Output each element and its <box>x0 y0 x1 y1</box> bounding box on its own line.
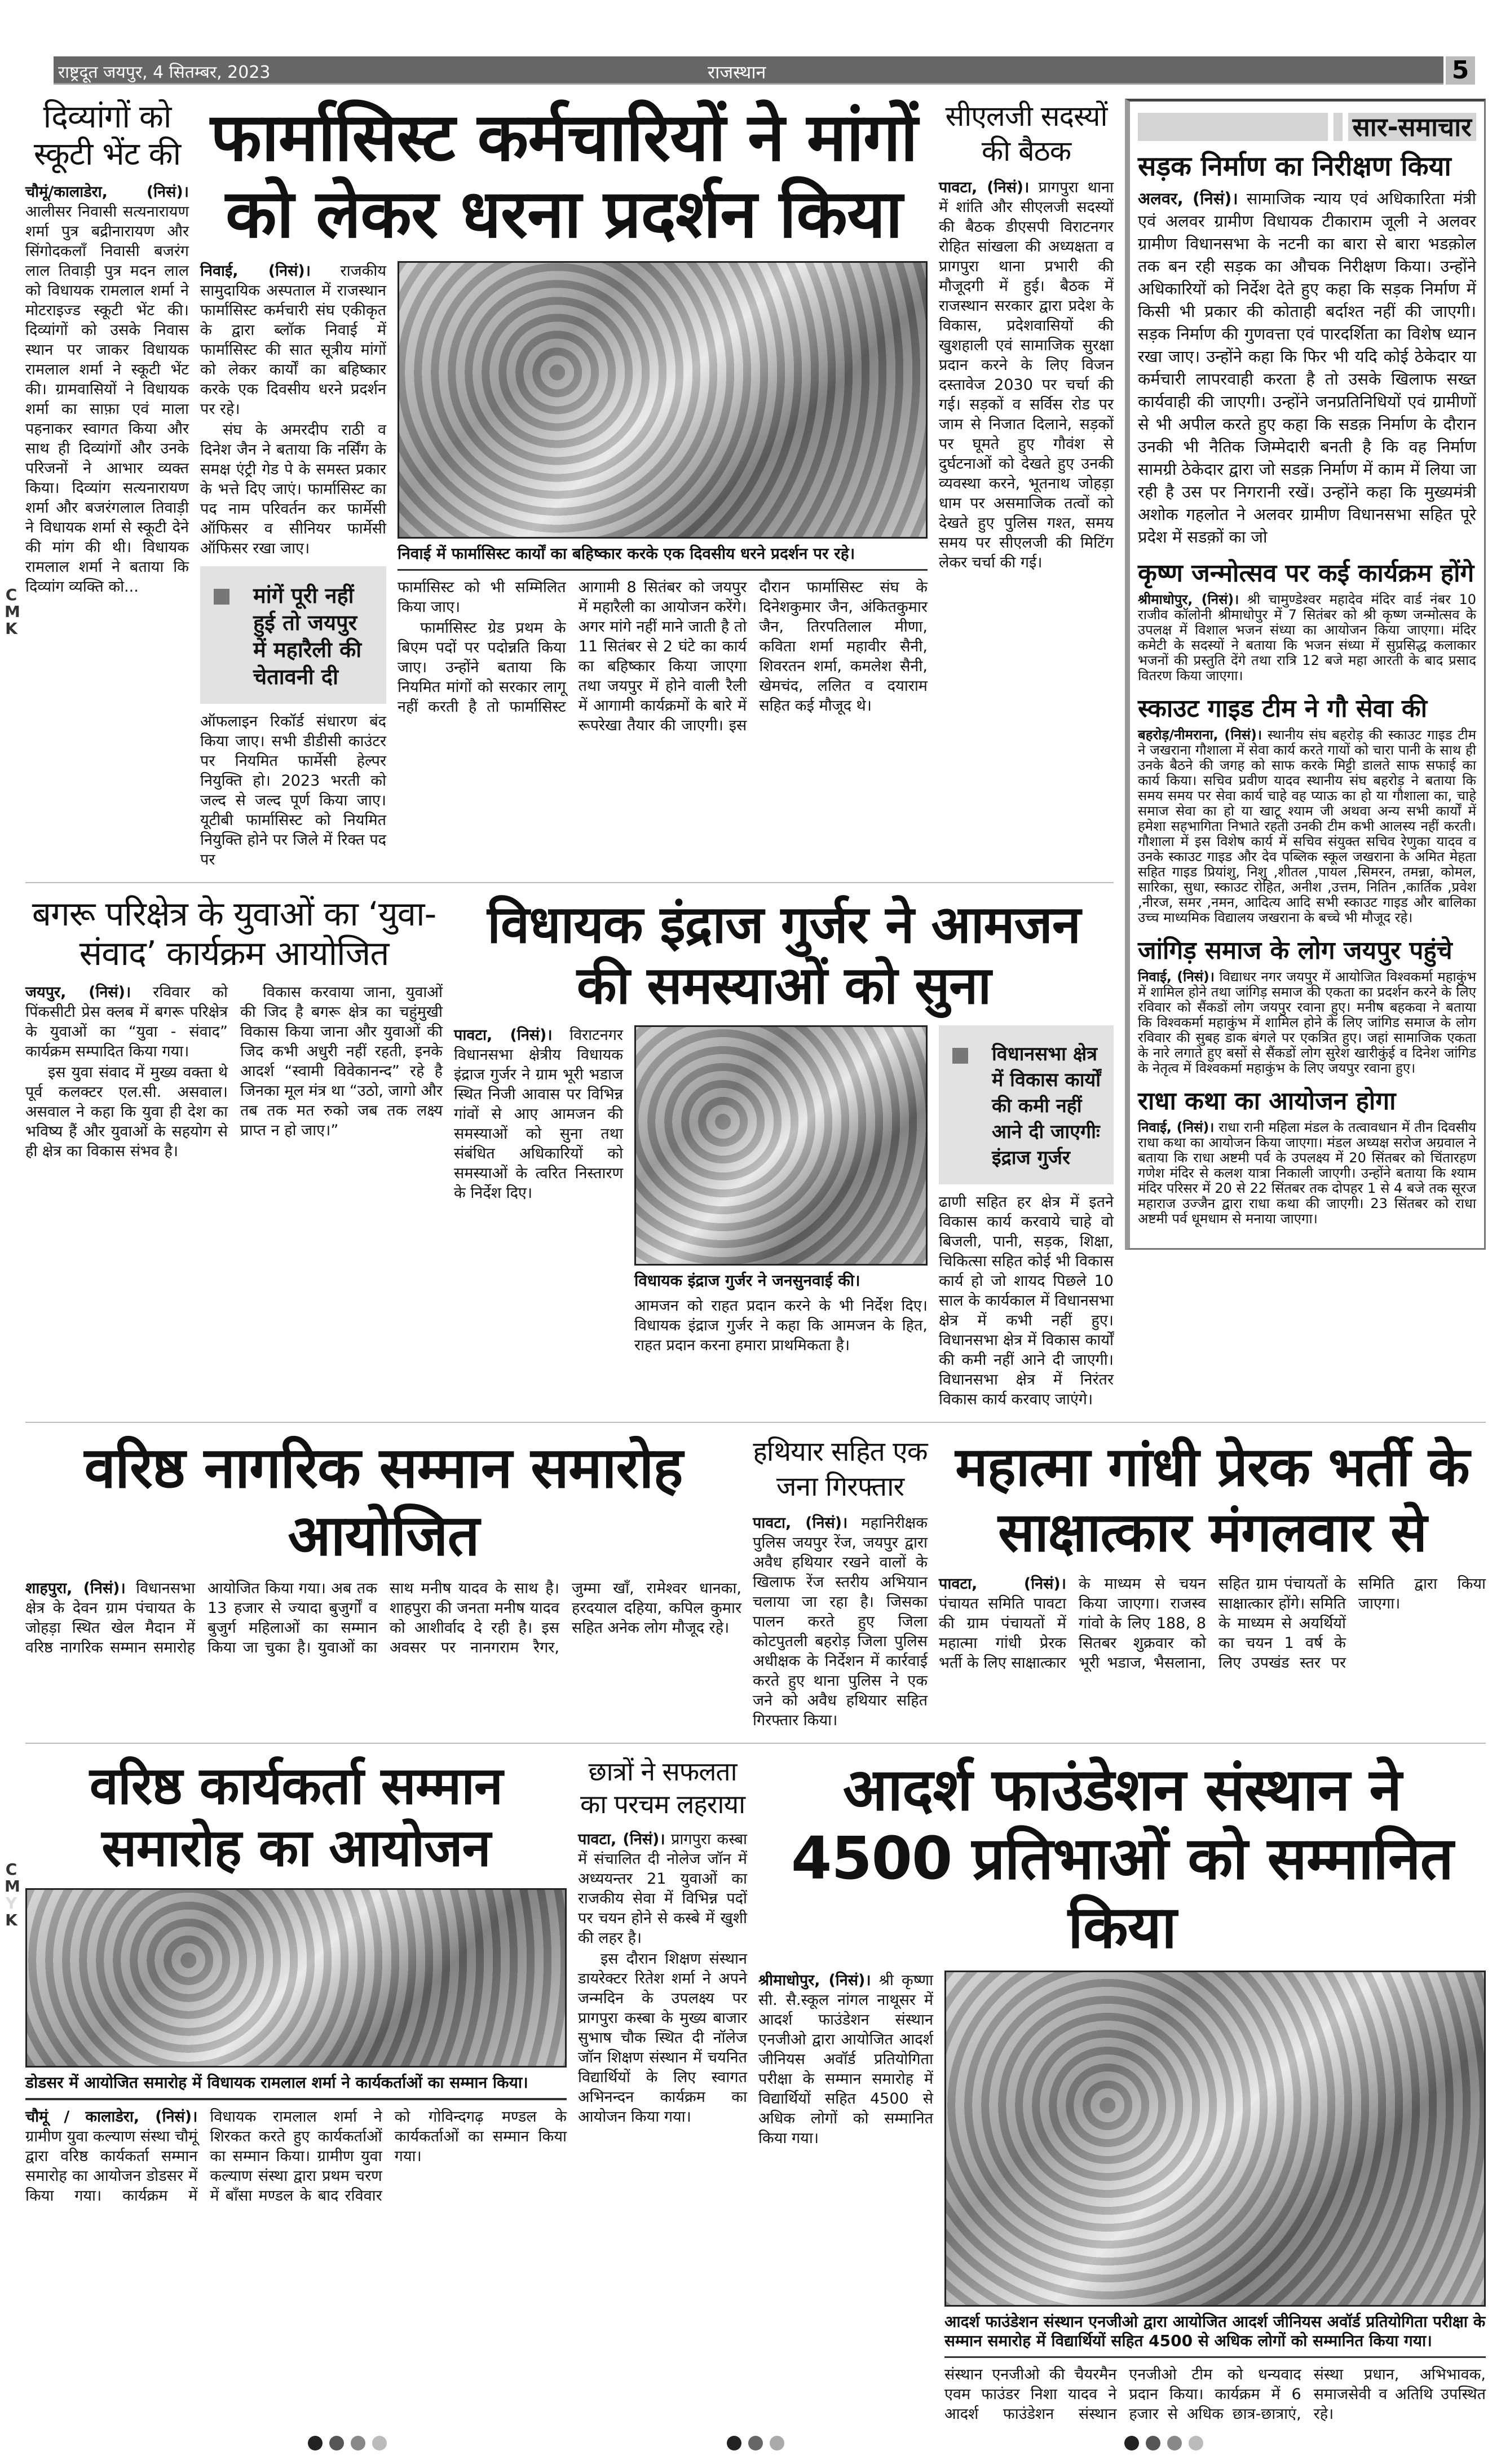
page-number: 5 <box>1446 56 1475 85</box>
dot-group <box>304 2436 390 2453</box>
brief-item <box>1138 558 1476 684</box>
tag-bar <box>1334 113 1343 141</box>
middle-block <box>25 1434 1486 1744</box>
registration-marks-left-lower <box>5 1861 18 1929</box>
brief-item <box>1138 936 1476 1076</box>
article-senior-citizen <box>25 1579 741 1658</box>
dateline: पावटा, (निसं)। <box>753 1514 848 1532</box>
article-prerak-block <box>939 1434 1486 1673</box>
article-text: फार्मासिस्ट को भी सम्मिलित किया जाए। <box>398 579 566 616</box>
headline-clg: सीएलजी सदस्यों की बैठक <box>945 100 1107 168</box>
article-pharmacist-lead <box>200 261 386 558</box>
article-adarsh-block <box>758 1755 1486 2425</box>
article-divyang <box>25 182 189 597</box>
dateline: निवाई, (निसं)। <box>200 262 311 280</box>
brief-text: श्री चामुण्डेश्वर महादेव मंदिर वार्ड नंबर 10 राजीव कॉलोनी श्रीमाधोपुर में 7 सितंबर को श्री कृष्ण जन्मोत्सव के उपलक्ष में विशाल भजन संध्या का आयोजन किया जाएगा। मंदिर कमेटी के सदस्यों ने बताया कि भजन संध्या में सुप्रसिद्ध कलाकार भजनों की प्रस्तुति देंगे तथा रात्रि 12 बजे महा आरती के बाद प्रसाद वितरण किया जाएगा। <box>1138 592 1476 684</box>
dateline: पावटा, (निसं)। <box>939 1575 1066 1593</box>
registration-marks-left <box>5 587 18 637</box>
dateline: शाहपुरा, (निसं)। <box>25 1580 126 1597</box>
article-pharmacist-block <box>200 99 928 871</box>
article-arrest-block <box>753 1434 928 1731</box>
article-text: विधानसभा क्षेत्र के देवन ग्राम पंचायत के जोहड़ा स्थित खेल मैदान में वरिष्ठ नागरिक सम्मान समारोह आयोजित किया गया। अब तक 13 हजार से ज्यादा बुजुर्गों व बुजुर्ग महिलाओं का सम्मान किया जा चुका है। युवाओं का साथ मनीष यादव के साथ है। शाहपुरा की जनता मनीष यादव को आशीर्वाद दे रही है। इस अवसर पर नानगराम रैगर, जुम्मा खाँ, रामेश्वर धानका, हरदयाल दहिया, कपिल कुमार सहित अनेक लोग मौजूद रहे। <box>25 1580 741 1656</box>
article-text: प्रागपुरा कस्बा में संचालित दी नोलेज जॉन में अध्ययन्तर 21 युवाओं का राजकीय सेवा में विभिन्न पदों पर चयन होने से कस्बे में खुशी की लहर है। <box>578 1831 747 1947</box>
caption-adarsh: आदर्श फाउंडेशन संस्थान एनजीओ द्वारा आयोजित आदर्श जीनियस अवॉर्ड प्रतियोगिता परीक्षा के सम्मान समारोह में विद्यार्थियों सहित 4500 से अधिक लोगों को सम्मानित किया गया। <box>944 2312 1486 2350</box>
headline-bagru: बगरू परिक्षेत्र के युवाओं का ‘युवा-संवाद’ कार्यक्रम आयोजित <box>32 894 436 973</box>
article-indraj-lead <box>454 1025 623 1204</box>
pharmacist-layout <box>200 261 928 871</box>
brief-text: विद्याधर नगर जयपुर में आयोजित विश्वकर्मा महाकुंभ में शामिल होने तथा जांगिड़ समाज की एकता का प्रदर्शन करने के लिए रविवार को सैंकडों लोग जयपुर रवाना हुए। मनीष बहकवा ने बताया कि विश्वकर्मा महाकुंभ में शामिल होने के लिए जांगिड समाज के लोग रविवार की सुबह डाक बंगले पर एकत्रित हुए। जहां सामाजिक एकता के नारे लगाते हुए बसों से सैंकडों लोग सुरेश खारीकुंई व दिनेश जांगिड के नेतृत्व में विश्वकर्मा महाकुंभ के लिए जयपुर रवाना हुए। <box>1138 969 1476 1076</box>
article-text: संस्थान एनजीओ की चैयरमैन एवम फाउंडर निशा यादव ने आदर्श फाउंडेशन संस्थान एनजीओ टीम को धन्यवाद प्रदान किया। कार्यक्रम में 6 हजार से अधिक छात्र-छात्राएं, संस्था प्रधान, अभिभावक, समाजसेवी व अतिथि उपस्थित रहे। <box>944 2366 1486 2423</box>
brief-item <box>1138 694 1476 925</box>
article-text: राजकीय सामुदायिक अस्पताल में राजस्थान फार्मासिस्ट कर्मचारी संघ एकीकृत के द्वारा ब्लॉक निवाई में फार्मासिस्ट की सात सूत्रीय मांगों को लेकर कार्यों का बहिष्कार करके एक दिवसीय धरने प्रदर्शन पर रहे। <box>200 262 386 418</box>
newspaper-page <box>25 0 1486 2464</box>
pullquote-pharmacist <box>200 566 386 704</box>
divider <box>398 569 928 571</box>
article-text: ऑफलाइन रिकॉर्ड संधारण बंद किया जाए। सभी डीडीसी काउंटर पर नियमित फार्मेसी हेल्पर नियुक्ति हो। 2023 भरती को जल्द से जल्द पूर्ण किया जाए। यूटीबी फार्मासिस्ट को नियमित नियुक्ति होने पर जिले में रिक्त पद पर <box>200 713 386 869</box>
photo-karyakarta-samman <box>25 1888 567 2068</box>
article-text: विकास करवाया जाना, युवाओं की जिद है बगरू क्षेत्र का चहुंमुखी विकास किया जाना और युवाओं की जिद कभी अधुरी नहीं रहती, इनके आदर्श “स्वामी विवेकानन्द” रहे है जिनका मूल मंत्र था “उठो, जागो और तब तक मत रुको जब तक लक्ष्य प्राप्त न हो जाए।” <box>240 984 443 1139</box>
square-bullet-icon <box>214 589 229 605</box>
divider <box>944 2356 1486 2358</box>
section-name: राजस्थान <box>708 61 766 83</box>
mark-k: K <box>5 619 17 638</box>
article-pharmacist-columns <box>398 578 928 735</box>
article-bagru-block <box>25 894 443 1161</box>
article-students-block <box>578 1755 747 2128</box>
article-adarsh-columns <box>944 2365 1486 2425</box>
mark-c: C <box>5 585 17 604</box>
pharmacist-right-column <box>398 261 928 735</box>
brief-headline: स्काउट गाइड टीम ने गौ सेवा की <box>1138 694 1428 723</box>
brief-text: राधा रानी महिला मंडल के तत्वावधान में तीन दिवसीय राधा कथा का आयोजन किया जाएगा। मंडल अध्यक्ष सरोज अग्रवाल ने बताया कि राधा अष्टमी पर्व के उपलक्ष्य में 20 सिंतबर को चिंतारहण गणेश मंदिर से कलश यात्रा निकाली जाएगी। उन्होंने बताया कि श्याम मंदिर परिसर में 20 से 22 सिंतबर तक दोपहर 1 से 4 बजे तक सूरज महाराज उज्जैन द्वारा राधा कथा की जाएगी। 23 सिंतबर को राधा अष्टमी पर्व धूमधाम से मनाया जाएगा। <box>1138 1119 1476 1227</box>
indraj-photo-column <box>634 1025 928 1356</box>
headline-divyang: दिव्यांगों को स्कूटी भेंट की <box>33 99 181 173</box>
mark-m: M <box>5 1877 20 1896</box>
pullquote-text: विधानसभा क्षेत्र में विकास कार्यों की कमी नहीं आने दी जाएगीः इंद्राज गुर्जर <box>992 1043 1101 1169</box>
article-karyakarta <box>25 2107 567 2206</box>
dateline: निवाई, (निसं)। <box>1138 1119 1215 1135</box>
dot-group <box>1121 2436 1207 2453</box>
headline-indraj: विधायक इंद्राज गुर्जर ने आमजन की समस्याओं को सुना <box>487 894 1080 1016</box>
brief-text: सामाजिक न्याय एवं अधिकारिता मंत्री एवं अलवर ग्रामीण विधायक टीकाराम जूली ने अलवर ग्रामीण विधानसभा के नटनी का बारा से बारा भडक़ोल तक बन रही सड़क का औचक निरीक्षण किया। उन्होंने अधिकारियों को निर्देश देते हुए कहा कि सड़क निर्माण में किसी भी प्रकार की कोताही बर्दाश्त नहीं की जाएगी। सड़क निर्माण की गुणवत्ता एवं पारदर्शिता का विशेष ध्यान रखा जाए। उन्होंने कहा कि फिर भी यदि कोई ठेकेदार या कर्मचारी लापरवाही करता है तो उसके खिलाफ सख्त कार्यवाही की जाएगी। उन्होंने जनप्रतिनिधियों एवं ग्रामीणों से भी अपील करते हुए कहा कि सडक़ निर्माण के दौरान उनकी भी नैतिक जिम्मेदारी बनती है कि वह निर्माण सामग्री ठेकेदार द्वारा जो सडक़ निर्माण में काम में लिया जा रही है उस पर निगरानी रखें। उन्होंने कहा कि मुख्यमंत्री अशोक गहलोत ने अलवर ग्रामीण विधानसभा सहित पूरे प्रदेश में सडक़ों का जो <box>1138 189 1477 546</box>
caption-pharmacist: निवाई में फार्मासिस्ट कार्यों का बहिष्कार करके एक दिवसीय धरने प्रदर्शन पर रहे। <box>398 544 855 563</box>
article-text: महानिरीक्षक पुलिस जयपुर रेंज, जयपुर द्वारा अवैध हथियार रखने वालों के खिलाफ रेंज स्तरीय अभियान चलाया जा रहा है। जिसका पालन करते हुए जिला कोटपुतली बहरोड़ जिला पुलिस अधीक्षक के निर्देशन में कार्रवाई करते हुए थाना पुलिस ने एक जने को अवैध हथियार सहित गिरफ्तार किया। <box>753 1514 928 1729</box>
dateline: पावटा, (निसं)। <box>939 179 1030 196</box>
caption-karyakarta: डोडसर में आयोजित समारोह में विधायक रामलाल शर्मा ने कार्यकर्ताओं का सम्मान किया। <box>25 2073 528 2092</box>
article-text: संघ के अमरदीप राठी व दिनेश जैन ने बताया कि नर्सिंग के समक्ष एंट्री गेड पे के समस्त प्रकार के भत्ते दिए जाएं। फार्मासिस्ट का पद नाम परिवर्तन कर फार्मेसी ऑफिसर व सीनियर फार्मेसी ऑफिसर रखा जाए। <box>200 421 386 557</box>
dateline: अलवर, (निसं)। <box>1138 189 1238 208</box>
indraj-side-column <box>939 1025 1114 1410</box>
news-briefs-box <box>1125 99 1486 1250</box>
pullquote-indraj <box>939 1025 1114 1184</box>
brief-text: स्थानीय संघ बहरोड़ की स्काउट गाइड टीम ने जखराना गौशाला में सेवा कार्य करते गायों को चारा पानी के साथ ही उनके बैठने की जगह को साफ करके मिट्टी डालते साफ सफाई का कार्य किया। सचिव प्रवीण यादव स्थानीय संघ बहरोड़ ने बताया कि समय समय पर सेवा कार्य चाहे वह प्याऊ का हो या गौशाला का, चाहे समाज सेवा का हो या खाटू श्याम जी अथवा अन्य सभी कार्यों में हमेशा सहभागिता निभाते रहती उनकी टीम कभी आलस्य नहीं करती। गौशाला में इस विशेष कार्य में सचिव संयुक्त सचिव रेणुका यादव व उनके स्काउट गाइड और देव पब्लिक स्कूल जखराना के अमित मेहता सहित गाइड प्रियांशु, निशु ,शीतल ,पायल ,सिमरन, तमन्ना, कोमल, सारिका, सुधा, स्काउट रोहित, अनीश ,उत्तम, नितिन ,कार्तिक ,प्रवेश ,नीरज, समर ,नमन, आदित्य आदि सभी स्काउट गाइड और बालिका उच्च माध्यमिक विद्यालय जखराना के बच्चे भी मौजूद रहे। <box>1138 727 1476 925</box>
bottom-block <box>25 1755 1486 2425</box>
mark-y: Y <box>5 1894 17 1912</box>
article-clg <box>939 178 1114 572</box>
dateline: जयपुर, (निसं)। <box>25 984 131 1001</box>
article-students <box>578 1830 747 2127</box>
article-text: पंचायत समिति पावटा की ग्राम पंचायतों में महात्मा गांधी प्रेरक भर्ती के लिए साक्षात्कार के माध्यम से चयन किया जाएगा। राजस्व गांवो के लिए 188, 8 सितबर शुक्रवार को भूरी भडाज, भैसलाना, सहित ग्राम पंचायतों के साक्षात्कार होंगे। समिति के माध्यम से अयर्थियों का चयन 1 वर्ष के लिए उपखंड स्तर पर समिति द्वारा किया जाएगा। <box>939 1575 1486 1672</box>
article-text: ढाणी सहित हर क्षेत्र में इतने विकास कार्य करवाये चाहे वो बिजली, पानी, सड़क, शिक्षा, चिकित्सा सहित कोई भी विकास कार्य हो जो शायद पिछले 10 साल के कार्यकाल में विधानसभा क्षेत्र में कभी नहीं हुए। विधानसभा क्षेत्र में विकास कार्यों की कमी नहीं आने दी जाएगी। विधानसभा क्षेत्र में निरंतर विकास कार्य करवाए जाएंगे। <box>939 1193 1114 1408</box>
article-text: ग्रामीण युवा कल्याण संस्था चौमूं द्वारा वरिष्ठ कार्यकर्ता सम्मान समारोह का आयोजन डोडसर में किया गया। कार्यक्रम में विधायक रामलाल शर्मा ने शिरकत करते हुए कार्यकर्ताओं का सम्मान किया। ग्रामीण युवा कल्याण संस्था द्वारा प्रथम चरण में बाँसा मण्डल के बाद रविवार को गोविन्दगढ़ मण्डल के कार्यकर्ताओं का सम्मान किया गया। <box>25 2108 567 2205</box>
article-text: श्री कृष्णा सी. सै.स्कूल नांगल नाथूसर में आदर्श फाउंडेशन संस्थान एनजीओ द्वारा आयोजित आदर्श जीनियस अवॉर्ड प्रतियोगिता परीक्षा के सम्मान समारोह में विद्यार्थियों सहित 4500 से अधिक लोगों को सम्मानित किया गया। <box>758 1972 933 2147</box>
headline-students: छात्रों ने सफलता का परचम लहराया <box>580 1756 745 1819</box>
article-indraj-side <box>939 1192 1114 1409</box>
dot-group <box>723 2436 788 2453</box>
pharmacist-left-column <box>200 261 386 871</box>
mark-m: M <box>5 602 20 621</box>
article-arrest <box>753 1513 928 1730</box>
main-area <box>25 99 1114 1410</box>
photo-jansunwai <box>634 1025 928 1266</box>
mark-k: K <box>5 1911 17 1929</box>
headline-pharmacist: फार्मासिस्ट कर्मचारियों ने मांगों को लेकर धरना प्रदर्शन किया <box>210 98 917 253</box>
article-bagru <box>25 982 443 1161</box>
article-text: इस युवा संवाद में मुख्य वक्ता थे पूर्व कलक्टर एल.सी. असवाल। असवाल ने कहा कि युवा ही देश का भविष्य हैं और युवाओं के सहयोग से ही क्षेत्र का विकास संभव है। <box>25 1064 228 1160</box>
article-divyang-block <box>25 99 189 598</box>
article-indraj-cont <box>634 1296 928 1355</box>
article-karyakarta-block <box>25 1755 567 2206</box>
tag-bar <box>1138 113 1328 141</box>
dateline: श्रीमाधोपुर, (निसं)। <box>1138 592 1239 607</box>
dateline: पावटा, (निसं)। <box>578 1831 665 1848</box>
article-senior-citizen-block <box>25 1434 741 1658</box>
adarsh-layout <box>758 1971 1486 2425</box>
article-text: आमजन को राहत प्रदान करने के भी निर्देश दिए। विधायक इंद्राज गुर्जर ने कहा कि आमजन के हित, राहत प्रदान करना हमारा प्राथमिकता है। <box>634 1297 928 1354</box>
brief-headline: सड़क निर्माण का निरीक्षण किया <box>1138 151 1451 182</box>
news-briefs-label: सार-समाचार <box>1348 113 1476 141</box>
top-block <box>25 99 1486 1423</box>
row-two <box>25 894 1114 1410</box>
headline-senior-citizen: वरिष्ठ नागरिक सम्मान समारोह आयोजित <box>84 1435 683 1568</box>
brief-headline: राधा कथा का आयोजन होगा <box>1138 1087 1396 1116</box>
article-text: आलीसर निवासी सत्यनारायण शर्मा पुत्र बद्रीनारायण और सिंगोदकलाँ निवासी बजरंग लाल तिवाड़ी पुत्र मदन लाल को विधायक रामलाल शर्मा ने मोटराइज्ड स्कूटी भेंट की। दिव्यांगों को उसके निवास स्थान पर जाकर विधायक रामलाल शर्मा ने स्कूटी भेंट की। ग्रामवासियों ने विधायक शर्मा का साफ़ा एवं माला पहनाकर स्वागत किया और साथ ही दिव्यांगों और उनके परिजनों ने आभार व्यक्त किया। दिव्यांग सत्यनारायण शर्मा और बजरंगलाल तिवाड़ी ने विधायक शर्मा से स्कूटी देने की मांग की थी। विधायक रामलाल शर्मा ने बताया कि दिव्यांग व्यक्ति को... <box>25 203 189 596</box>
article-text: इस दौरान शिक्षण संस्थान डायरेक्टर रितेश शर्मा ने अपने जन्मदिन के उपलक्ष्य पर प्रागपुरा कस्बा के मुख्य बाजार सुभाष चौक स्थित दी नॉलेज जॉन शिक्षण संस्थान में चयनित विद्यार्थियों के लिए स्वागत अभिनन्दन कार्यक्रम का आयोजन किया गया। <box>578 1950 747 2126</box>
paper-date: राष्ट्रदूत जयपुर, 4 सितम्बर, 2023 <box>58 63 271 82</box>
dateline: श्रीमाधोपुर, (निसं)। <box>758 1972 871 1989</box>
caption-indraj: विधायक इंद्राज गुर्जर ने जनसुनवाई की। <box>634 1271 860 1290</box>
square-bullet-icon <box>952 1048 968 1064</box>
dateline: चौमूं / कालाडेरा, (निसं)। <box>25 2108 198 2126</box>
mark-c: C <box>5 1860 17 1879</box>
brief-headline: जांगिड़ समाज के लोग जयपुर पहुंचे <box>1138 936 1452 965</box>
headline-adarsh: आदर्श फाउंडेशन संस्थान ने 4500 प्रतिभाओं को सम्मानित किया <box>791 1755 1454 1961</box>
photo-pharmacist-protest <box>398 261 928 539</box>
divider <box>25 2098 567 2100</box>
color-registration-dots <box>25 2425 1486 2464</box>
article-clg-block <box>939 99 1114 574</box>
row-one <box>25 99 1114 883</box>
article-text: विराटनगर विधानसभा क्षेत्रीय विधायक इंद्राज गुर्जर ने ग्राम भूरी भडाज स्थित निजी आवास पर विभिन्न गांवों से आए आमजन की समस्याओं को सुना तथा संबंधित अधिकारियों को समस्याओं के त्वरित निस्तारण के निर्देश दिए। <box>454 1026 623 1202</box>
dateline: चौमूं/कालाडेरा, (निसं)। <box>25 183 189 201</box>
brief-item <box>1138 1086 1476 1227</box>
headline-karyakarta: वरिष्ठ कार्यकर्ता सम्मान समारोह का आयोजन <box>89 1756 503 1878</box>
brief-headline: कृष्ण जन्मोत्सव पर कई कार्यक्रम होंगे <box>1138 559 1474 588</box>
article-prerak <box>939 1574 1486 1673</box>
news-briefs-tag-row <box>1138 113 1476 141</box>
dateline: निवाई, (निसं)। <box>1138 969 1215 985</box>
article-text: फार्मासिस्ट ग्रेड प्रथम के बिएम पदों पर पदोन्नति किया जाए। उन्होंने बताया कि नियमित मांगों को सरकार लागू नहीं करती है तो फार्मासिस्ट आगामी 8 सितंबर को जयपुर में महारैली का आयोजन करेंगे। अगर मांगे नहीं माने जाती है तो 11 सितंबर से 2 घंटे का कार्य का बहिष्कार किया जाएगा तथा जयपुर में होने वाली रैली में आगामी कार्यक्रमों के बारे में रूपरेखा तैयार की जाएगी। इस दौरान फार्मासिस्ट संघ के दिनेशकुमार जैन, अंकितकुमार जैन, तिरपतिलाल मीणा, कविता शर्मा महावीर सैनी, शिवरतन शर्मा, कमलेश सैनी, खेमचंद, ललित व दयाराम सहित कई मौजूद थे। <box>398 579 928 734</box>
indraj-layout <box>454 1025 1114 1410</box>
article-indraj-block <box>454 894 1114 1410</box>
article-adarsh <box>758 1971 933 2149</box>
headline-prerak: महात्मा गांधी प्रेरक भर्ती के साक्षात्कार मंगलवार से <box>955 1435 1469 1564</box>
article-text: प्रागपुरा थाना में शांति और सीएलजी सदस्यों की बैठक डीएसपी विराटनगर रोहित सांखला की अध्यक्षता व प्रागपुरा थाना प्रभारी की मौजूदगी में हुई। बैठक में राजस्थान सरकार द्वारा प्रदेश के विकास, प्रदेशवासियों की खुशहाली एवं सामाजिक सुरक्षा प्रदान करने के लिए विजन दस्तावेज 2030 पर चर्चा की गई। सड़कों व सर्विस रोड पर जाम से निजात दिलाने, सड़कों पर घूमते हुए गौवंश से दुर्घटनाओं को देखते हुए उनकी व्यवस्था करने, भूतनाथ जोहड़ा धाम पर असमाजिक तत्वों को देखते हुए पुलिस गश्त, समय समय पर सीएलजी की मिटिंग लेकर चर्चा की गई। <box>939 179 1114 571</box>
dateline: बहरोड़/नीमराना, (निसं)। <box>1138 727 1262 743</box>
adarsh-photo-column <box>944 1971 1486 2425</box>
headline-arrest: हथियार सहित एक जना गिरफ्तार <box>753 1436 928 1502</box>
brief-item <box>1138 149 1476 548</box>
pullquote-text: मांगें पूरी नहीं हुई तो जयपुर में महारैली की चेतावनी दी <box>253 583 362 689</box>
photo-adarsh-ceremony <box>944 1971 1486 2307</box>
dateline: पावटा, (निसं)। <box>454 1026 553 1044</box>
article-text: रविवार को पिंकसीटी प्रेस क्लब में बगरू परिक्षेत्र के युवाओं का “युवा - संवाद” कार्यक्रम सम्पादित किया गया। <box>25 984 228 1060</box>
article-pharmacist-cont <box>200 712 386 870</box>
